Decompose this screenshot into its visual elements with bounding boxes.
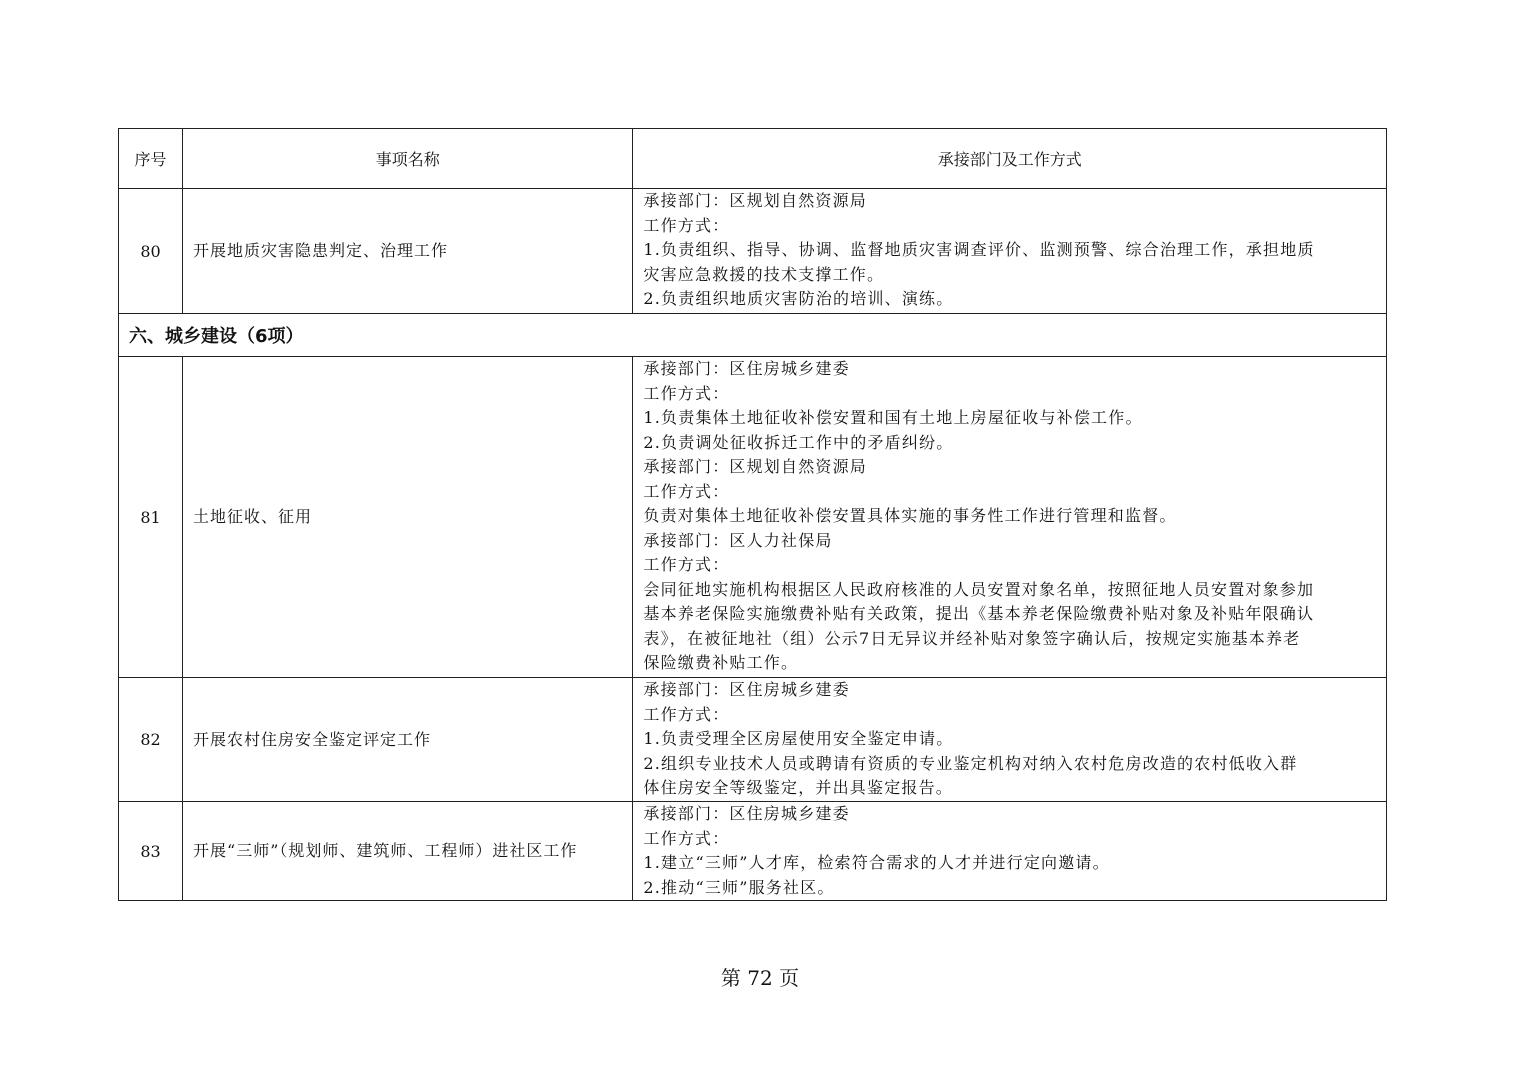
dept-line: 1.建立“三师”人才库，检索符合需求的人才并进行定向邀请。 <box>643 853 1110 872</box>
dept-line: 2.负责调处征收拆迁工作中的矛盾纠纷。 <box>643 432 954 452</box>
page-number: 第 72 页 <box>720 966 800 990</box>
row-dept <box>633 357 1387 678</box>
dept-line: 工作方式： <box>643 383 730 403</box>
dept-line: 1.负责受理全区房屋使用安全鉴定申请。 <box>643 729 954 748</box>
dept-line: 承接部门：区人力社保局 <box>643 530 833 550</box>
header-name: 事项名称 <box>183 129 633 189</box>
row-name: 土地征收、征用 <box>183 357 633 678</box>
row-no: 82 <box>119 678 183 802</box>
dept-line: 承接部门：区住房城乡建委 <box>643 804 850 823</box>
header-no: 序号 <box>119 129 183 189</box>
dept-line: 工作方式： <box>643 828 730 848</box>
dept-line: 2.推动“三师”服务社区。 <box>643 877 835 897</box>
row-no: 80 <box>119 189 183 314</box>
dept-line: 2.组织专业技术人员或聘请有资质的专业鉴定机构对纳入农村危房改造的农村低收入群 <box>643 753 1298 773</box>
items-table <box>118 128 1387 901</box>
dept-line: 工作方式： <box>643 704 730 724</box>
dept-line: 基本养老保险实施缴费补贴有关政策，提出《基本养老保险缴费补贴对象及补贴年限确认 <box>643 604 1315 623</box>
row-no: 81 <box>119 357 183 678</box>
row-dept <box>633 678 1387 802</box>
dept-line: 承接部门：区规划自然资源局 <box>643 457 867 476</box>
dept-line: 2.负责组织地质灾害防治的培训、演练。 <box>643 289 954 308</box>
dept-line: 承接部门：区规划自然资源局 <box>643 191 867 210</box>
table-row <box>119 189 1387 314</box>
table-row <box>119 357 1387 678</box>
row-dept <box>633 802 1387 901</box>
dept-line: 会同征地实施机构根据区人民政府核准的人员安置对象名单，按照征地人员安置对象参加 <box>643 579 1315 599</box>
dept-line: 保险缴费补贴工作。 <box>643 653 799 672</box>
table-row <box>119 678 1387 802</box>
dept-line: 工作方式： <box>643 481 730 501</box>
dept-line: 负责对集体土地征收补偿安置具体实施的事务性工作进行管理和监督。 <box>643 506 1177 525</box>
dept-line: 承接部门：区住房城乡建委 <box>643 680 850 699</box>
dept-line: 工作方式： <box>643 215 730 235</box>
row-name: 开展地质灾害隐患判定、治理工作 <box>183 189 633 314</box>
dept-line: 1.负责组织、指导、协调、监督地质灾害调查评价、监测预警、综合治理工作，承担地质 <box>643 240 1315 259</box>
row-name: 开展“三师”（规划师、建筑师、工程师）进社区工作 <box>183 802 633 901</box>
dept-line: 工作方式： <box>643 555 730 574</box>
table-row <box>119 802 1387 901</box>
dept-line: 承接部门：区住房城乡建委 <box>643 359 850 378</box>
section-row <box>119 314 1387 357</box>
dept-line: 灾害应急救援的技术支撑工作。 <box>643 264 885 284</box>
row-no: 83 <box>119 802 183 901</box>
header-dept: 承接部门及工作方式 <box>633 129 1387 189</box>
table-header-row <box>119 129 1387 189</box>
section-title: 六、城乡建设（6项） <box>119 314 1387 357</box>
row-name: 开展农村住房安全鉴定评定工作 <box>183 678 633 802</box>
row-dept <box>633 189 1387 314</box>
dept-line: 1.负责集体土地征收补偿安置和国有土地上房屋征收与补偿工作。 <box>643 408 1143 427</box>
dept-line: 体住房安全等级鉴定，并出具鉴定报告。 <box>643 778 953 797</box>
dept-line: 表》，在被征地社（组）公示7日无异议并经补贴对象签字确认后，按规定实施基本养老 <box>643 628 1301 648</box>
